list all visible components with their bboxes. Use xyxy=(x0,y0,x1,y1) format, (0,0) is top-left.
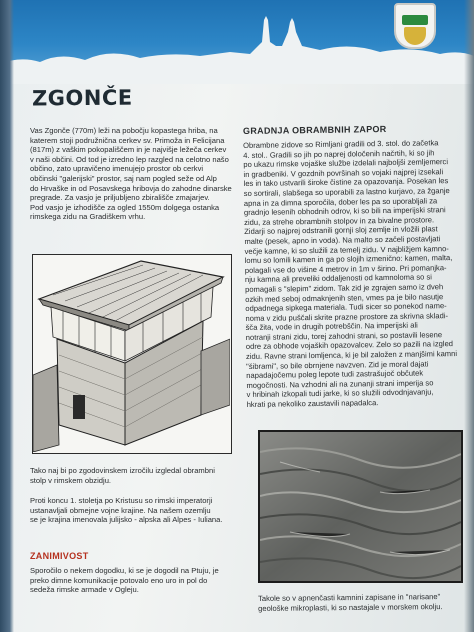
board-frame-right xyxy=(464,0,474,632)
photo-caption: Takole so v apnenčasti kamnini zapisane in "narisane" geološke mikroplasti, ki so nastajale v morskem okolju. xyxy=(258,592,443,613)
intro-text: Vas Zgonče (770m) leži na pobočju kopastega hriba, na katerem stoji podružnična cerkev sv. Primoža in Felicijana (817m) z vaškim pokopališčem in je najvišje ležeča cerkev v naši občini. Od tod je izredno lep razgled na celotno našo občino, zato upravičeno imenujejo prostor ob cerkvi občinski "galerijski" prostor, saj nam pogled seže od Alp do Hrvaške in od Posavskega hribovja do zahodne dinarske pregrade. Za vasjo je priljubljeno zbirališče zmajarjev. Pod vasjo je izhodišče za ogled 1550m dolgega ostanka rimskega zidu na Gradiškem vrhu. xyxy=(30,126,232,222)
construction-text: Obrambne zidove so Rimljani gradili od 3. stol. do začetka 4. stol.. Gradili so jih po naprej določenih načrtih, ki so jih po ukazu rimske vojaške službe izdelali najboljši zemljemerci in gradbeniki. V gozdnih površinah so vojaki najprej izsekali les in tako ustvarili široke čistine za opazovanja. Posekan les so sortirali, slabšega so uporabili za lastno kurjavo, za žganje apna in za dimna sporočila, dober les pa so uporabljali za gradnjo lesenih obhodnih odrov, ki so bili na imperijski strani zidu, za strehe obrambnih stolpov in za bivalne prostore. Zidarji so najprej odstranili gornji sloj zemlje in vložili plast malte (pesek, apno in voda). Na malto so začeli postavljati večje kamne, ki so služili za temelj zidu. V najbližjem kamno- lomu so lomili kamen in ga po slojih izmenično: kamen, malta, polagali vse do višine 4 metrov in 1m v širino. Pri pomanjka- nju kamna ali preveliki oddaljenosti od kamnoloma so si pomagali s "slepim" zidom. Tak zid je zgrajen samo iz dveh ozkih med seboj odmaknjenih sten, vmes pa je bilo nasutje odpadnega sipkega materiala. Tudi sicer so ponekod name- noma v zidu puščali skrite prazne prostore za skrivna skladi- šča žita, vode in drugih potrebščin. Na imperijski ali notranji strani zidu, torej zahodni strani, so postavili lesene odre za obhode vojaških opazovalcev. Zelo so pazili na izgled zidu. Ravne strani lomljenca, ki je bil založen z manjšimi kamni "šibrami", so bile obrnjene navzven. Zid je moral dajati napadajočemu poleg lepote tudi zastrašujoč občutek mogočnosti. Na vzhodni ali na zunanji strani imperija so v hribinah izkopali tudi jarke, ki so služili odvodnjavanju, hkrati pa nekoliko zaustavili napadalca. xyxy=(243,138,458,410)
history-text: Proti koncu 1. stoletja po Kristusu so rimski imperatorji ustanavljali obmejne vojne krajine. Na našem ozemlju se je krajina imenovala julijsko - alpska ali Alpes - Iuliana. xyxy=(30,496,223,525)
board-frame-left xyxy=(0,0,14,632)
tower-caption: Tako naj bi po zgodovinskem izročilu izgledal obrambni stolp v rimskem obzidju. xyxy=(30,466,215,485)
zanimivost-text: Sporočilo o nekem dogodku, ki se je dogodil na Ptuju, je preko dimne komunikacije potovalo eno uro in pol do sedeža rimske armade v Ogleju. xyxy=(30,566,219,595)
page-title: ZGONČE xyxy=(31,85,133,111)
limestone-photo xyxy=(258,430,463,583)
section-heading: GRADNJA OBRAMBNIH ZAPOR xyxy=(242,123,387,137)
zanimivost-heading: ZANIMIVOST xyxy=(30,551,89,561)
tower-illustration xyxy=(32,254,232,454)
municipal-crest-icon xyxy=(394,3,436,49)
